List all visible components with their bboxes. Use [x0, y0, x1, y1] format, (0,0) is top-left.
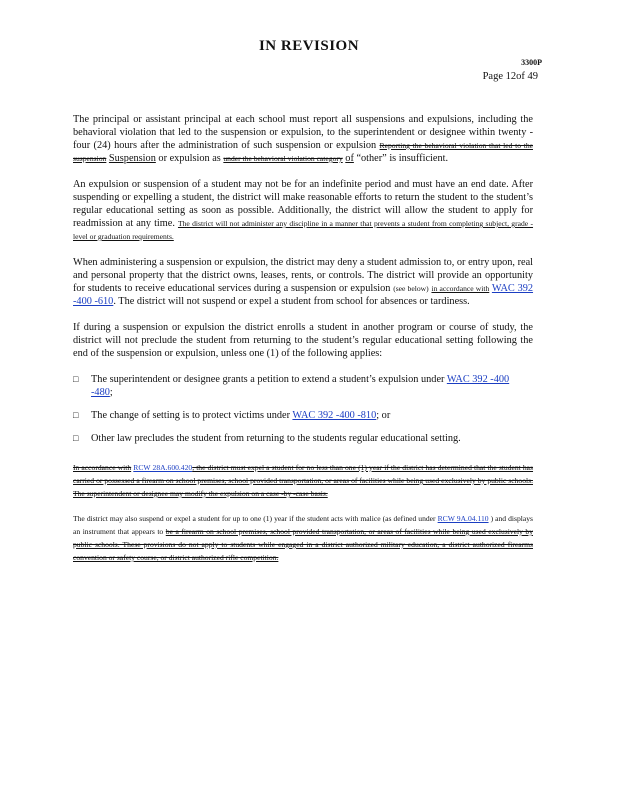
rcw-9a-link[interactable]: RCW 9A.04.110: [437, 514, 489, 523]
paragraph-enrollment: [73, 321, 533, 360]
rcw-28a-link[interactable]: RCW 28A.600.420: [133, 463, 193, 472]
inserted-text: Suspension: [108, 153, 156, 164]
paragraph-reporting: [73, 113, 533, 165]
list-item: [73, 432, 533, 445]
paragraph-text: The district may also suspend or expel a student for up to one (1) year if the student acts with malice (as defined under: [73, 514, 436, 523]
document-title: IN REVISION: [258, 38, 360, 54]
bullet-text: The superintendent or designee grants a petition to extend a student’s expulsion under: [91, 374, 445, 385]
paragraph-text: The principal or assistant principal at each school must report all suspensions and expulsions, including the behavioral violation that led to the suspension or expulsion, to the superintendent or designee within twenty -four (24) hours after the administration of such suspension or expulsion: [73, 114, 533, 151]
paragraph-text: If during a suspension or expulsion the district enrolls a student in another program or course of study, the district will not preclude the student from returning to the student’s regular educational setting following the end of the suspension or expulsion, unless one (1) of the following applies:: [73, 322, 533, 359]
paragraph-text: or: [158, 153, 167, 164]
page-number: Page 12of 49: [482, 71, 538, 82]
struck-text: under the behavioral violation category: [223, 154, 343, 163]
bullet-tail: ; or: [376, 410, 391, 421]
struck-text: , the district must expel a student for no less than one (1) year if the district has determined that the student has carried or possessed a firearm on school premises, school provided transportation, or areas of facilities while being used exclusively by public schools. The superintendent or designee may modify the expulsion on a case -by -case basis.: [73, 463, 534, 498]
inserted-text: The district will not administer any discipline in a manner that prevents a student from completing subject, grade -level or graduation requirements.: [73, 219, 534, 241]
paragraph-malice: [73, 512, 533, 564]
paragraph-text: “other” is insufficient.: [356, 153, 449, 164]
struck-text: Reporting the behavioral violation that led to the suspension: [73, 141, 533, 163]
paragraph-text: . The district will not suspend or expel a student from school for absences or tardiness.: [113, 296, 470, 307]
bullet-text: The change of setting is to protect victims under: [91, 410, 291, 421]
list-item-text: [91, 432, 533, 445]
wac-480-link[interactable]: WAC 392 -400 -480: [91, 374, 510, 398]
square-bullet-icon: □: [73, 433, 79, 443]
list-item-text: [91, 373, 533, 399]
list-item: [73, 373, 533, 399]
note-text: (see below): [393, 284, 429, 293]
paragraph-end-date: [73, 178, 533, 243]
paragraph-text: expulsion as: [169, 153, 221, 164]
paragraph-text: ) and displays an instrument that appears to: [73, 514, 533, 536]
bullet-text: Other law precludes the student from returning to the students regular educational setting.: [91, 433, 461, 444]
list-item: [73, 409, 533, 422]
paragraph-text: When administering a suspension or expulsion, the district may deny a student admission to, or entry upon, real and personal property that the district owns, leases, rents, or controls. The district will provide an opportunity for students to receive educational services during a suspension or expulsion: [73, 257, 533, 294]
struck-text: In accordance with: [73, 463, 132, 472]
list-item-text: [91, 409, 533, 422]
bullet-tail: ;: [109, 387, 113, 398]
struck-paragraph-firearm: [73, 461, 533, 500]
struck-text: be a firearm on school premises, school provided transportation, or areas of facilities while being used exclusively by public schools. These provisions do not apply to students while engaged in a district authorized military education, a district authorized firearms convention or safety course, or district authorized rifle competition.: [73, 527, 533, 562]
square-bullet-icon: □: [73, 374, 79, 384]
square-bullet-icon: □: [73, 410, 79, 420]
wac-810-link[interactable]: WAC 392 -400 -810: [292, 410, 377, 421]
policy-number: 3300P: [521, 58, 542, 67]
paragraph-text: An expulsion or suspension of a student may not be for an indefinite period and must have an end date. After suspending or expelling a student, the district will make reasonable efforts to return the student to the student’s regular educational setting as soon as possible. Additionally, the district will allow the student to apply for readmission at any time.: [73, 179, 533, 229]
inserted-text: of: [345, 153, 354, 164]
inserted-text: in accordance with: [431, 284, 490, 293]
paragraph-admission: [73, 256, 533, 308]
wac-610-link[interactable]: WAC 392 -400 -610: [73, 283, 534, 307]
document-body: [73, 113, 533, 576]
